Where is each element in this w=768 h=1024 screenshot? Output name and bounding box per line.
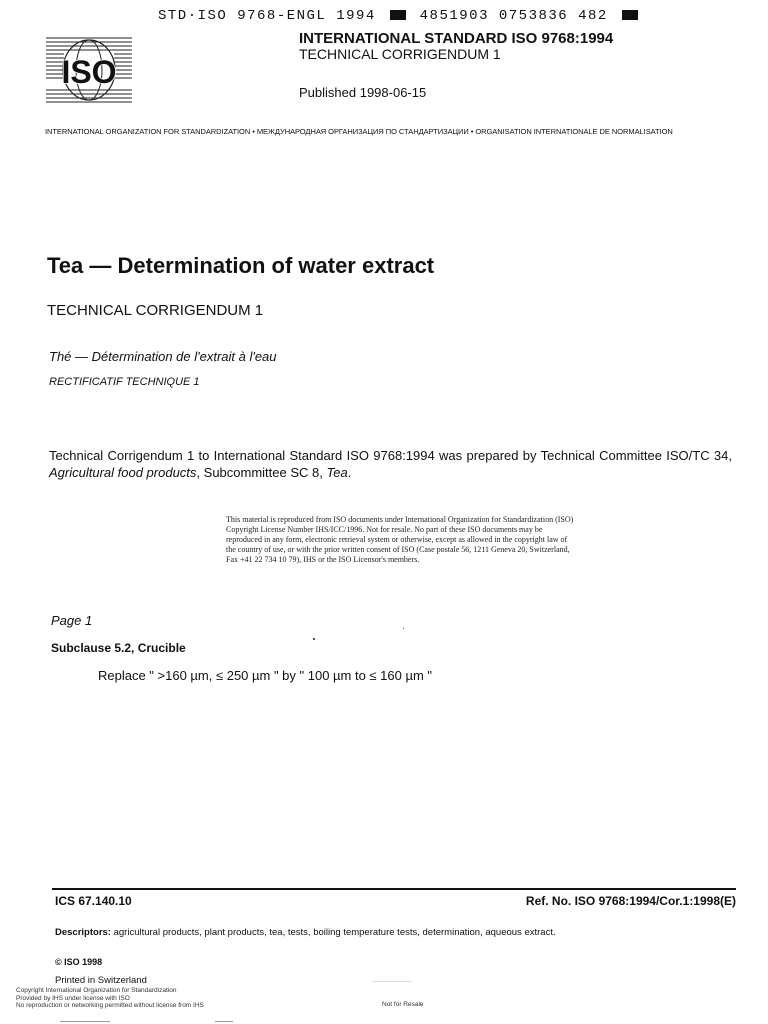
copyright-line: © ISO 1998 <box>55 957 103 967</box>
descriptors <box>55 927 556 938</box>
intro-text: , Subcommittee SC 8, <box>196 465 327 480</box>
ics-code: ICS 67.140.10 <box>55 894 132 908</box>
redaction-block <box>390 10 406 20</box>
document-id-part-2: 4851903 0753836 482 <box>419 8 608 24</box>
iso-logo-text: ISO <box>61 54 117 90</box>
printed-in: Printed in Switzerland <box>55 975 147 986</box>
french-title: Thé — Détermination de l'extrait à l'eau <box>49 349 277 364</box>
copyright-notice: This material is reproduced from ISO documents under International Organization for Standardization (ISO) Copyright License Number IHS/ICC/1996. Not for resale. No part of these ISO documents may be reproduced in any form, electronic retrieval system or otherwise, except as allowed in the copyright law of the country of use, or with the prior written consent of ISO (Case postale 56, 1211 Geneva 20, Switzerland, Fax +41 22 734 10 79), IHS or the ISO Licensor's members. <box>226 515 574 564</box>
committee-name: Agricultural food products <box>49 465 197 480</box>
reference-number: Ref. No. ISO 9768:1994/Cor.1:1998(E) <box>525 894 736 908</box>
scan-mark <box>60 1021 110 1022</box>
ihs-notice-line: Copyright International Organization for Standardization <box>16 987 177 994</box>
intro-text: Technical Corrigendum 1 to International Standard ISO 9768:1994 was prepared by Technical Committee ISO/TC 34, <box>49 448 732 463</box>
organization-line: INTERNATIONAL ORGANIZATION FOR STANDARDIZATION • МЕЖДУНАРОДНАЯ ОРГАНИЗАЦИЯ ПО СТАНДАРТИЗАЦИИ • ORGANISATION INTERNATIONALE DE NORMALISATION <box>45 127 673 136</box>
ihs-notice-line: No reproduction or networking permitted without license from IHS <box>16 1002 204 1009</box>
french-corrigendum-label: RECTIFICATIF TECHNIQUE 1 <box>49 376 200 388</box>
page-label: Page 1 <box>51 613 93 628</box>
intro-paragraph <box>49 447 732 481</box>
scan-mark <box>372 981 412 982</box>
replace-instruction: Replace " >160 µm, ≤ 250 µm " by " 100 µm to ≤ 160 µm " <box>98 668 433 683</box>
ihs-notice-line: Provided by IHS under license with ISO <box>16 994 130 1002</box>
standard-subtitle: TECHNICAL CORRIGENDUM 1 <box>299 46 501 62</box>
ihs-notice <box>16 987 204 1010</box>
subclause-heading: Subclause 5.2, Crucible <box>51 641 186 655</box>
intro-text: . <box>347 465 352 480</box>
not-for-resale: Not for Resale <box>382 1001 424 1008</box>
descriptors-text: agricultural products, plant products, tea, tests, boiling temperature tests, determination, aqueous extract. <box>110 927 556 938</box>
redaction-block <box>622 10 638 20</box>
scan-mark <box>215 1021 233 1022</box>
published-date: Published 1998-06-15 <box>299 85 427 100</box>
standard-title: INTERNATIONAL STANDARD ISO 9768:1994 <box>299 30 614 47</box>
descriptors-label: Descriptors: <box>55 927 111 938</box>
corrigendum-label: TECHNICAL CORRIGENDUM 1 <box>47 302 264 319</box>
footer-divider <box>52 888 736 890</box>
subcommittee-name: Tea <box>326 465 348 480</box>
iso-logo <box>44 33 134 107</box>
document-id-line <box>158 8 642 24</box>
document-title: Tea — Determination of water extract <box>47 253 435 278</box>
scan-speck <box>403 628 404 629</box>
document-id-part-1: STD·ISO 9768-ENGL 1994 <box>158 8 376 24</box>
scan-speck <box>313 638 315 640</box>
